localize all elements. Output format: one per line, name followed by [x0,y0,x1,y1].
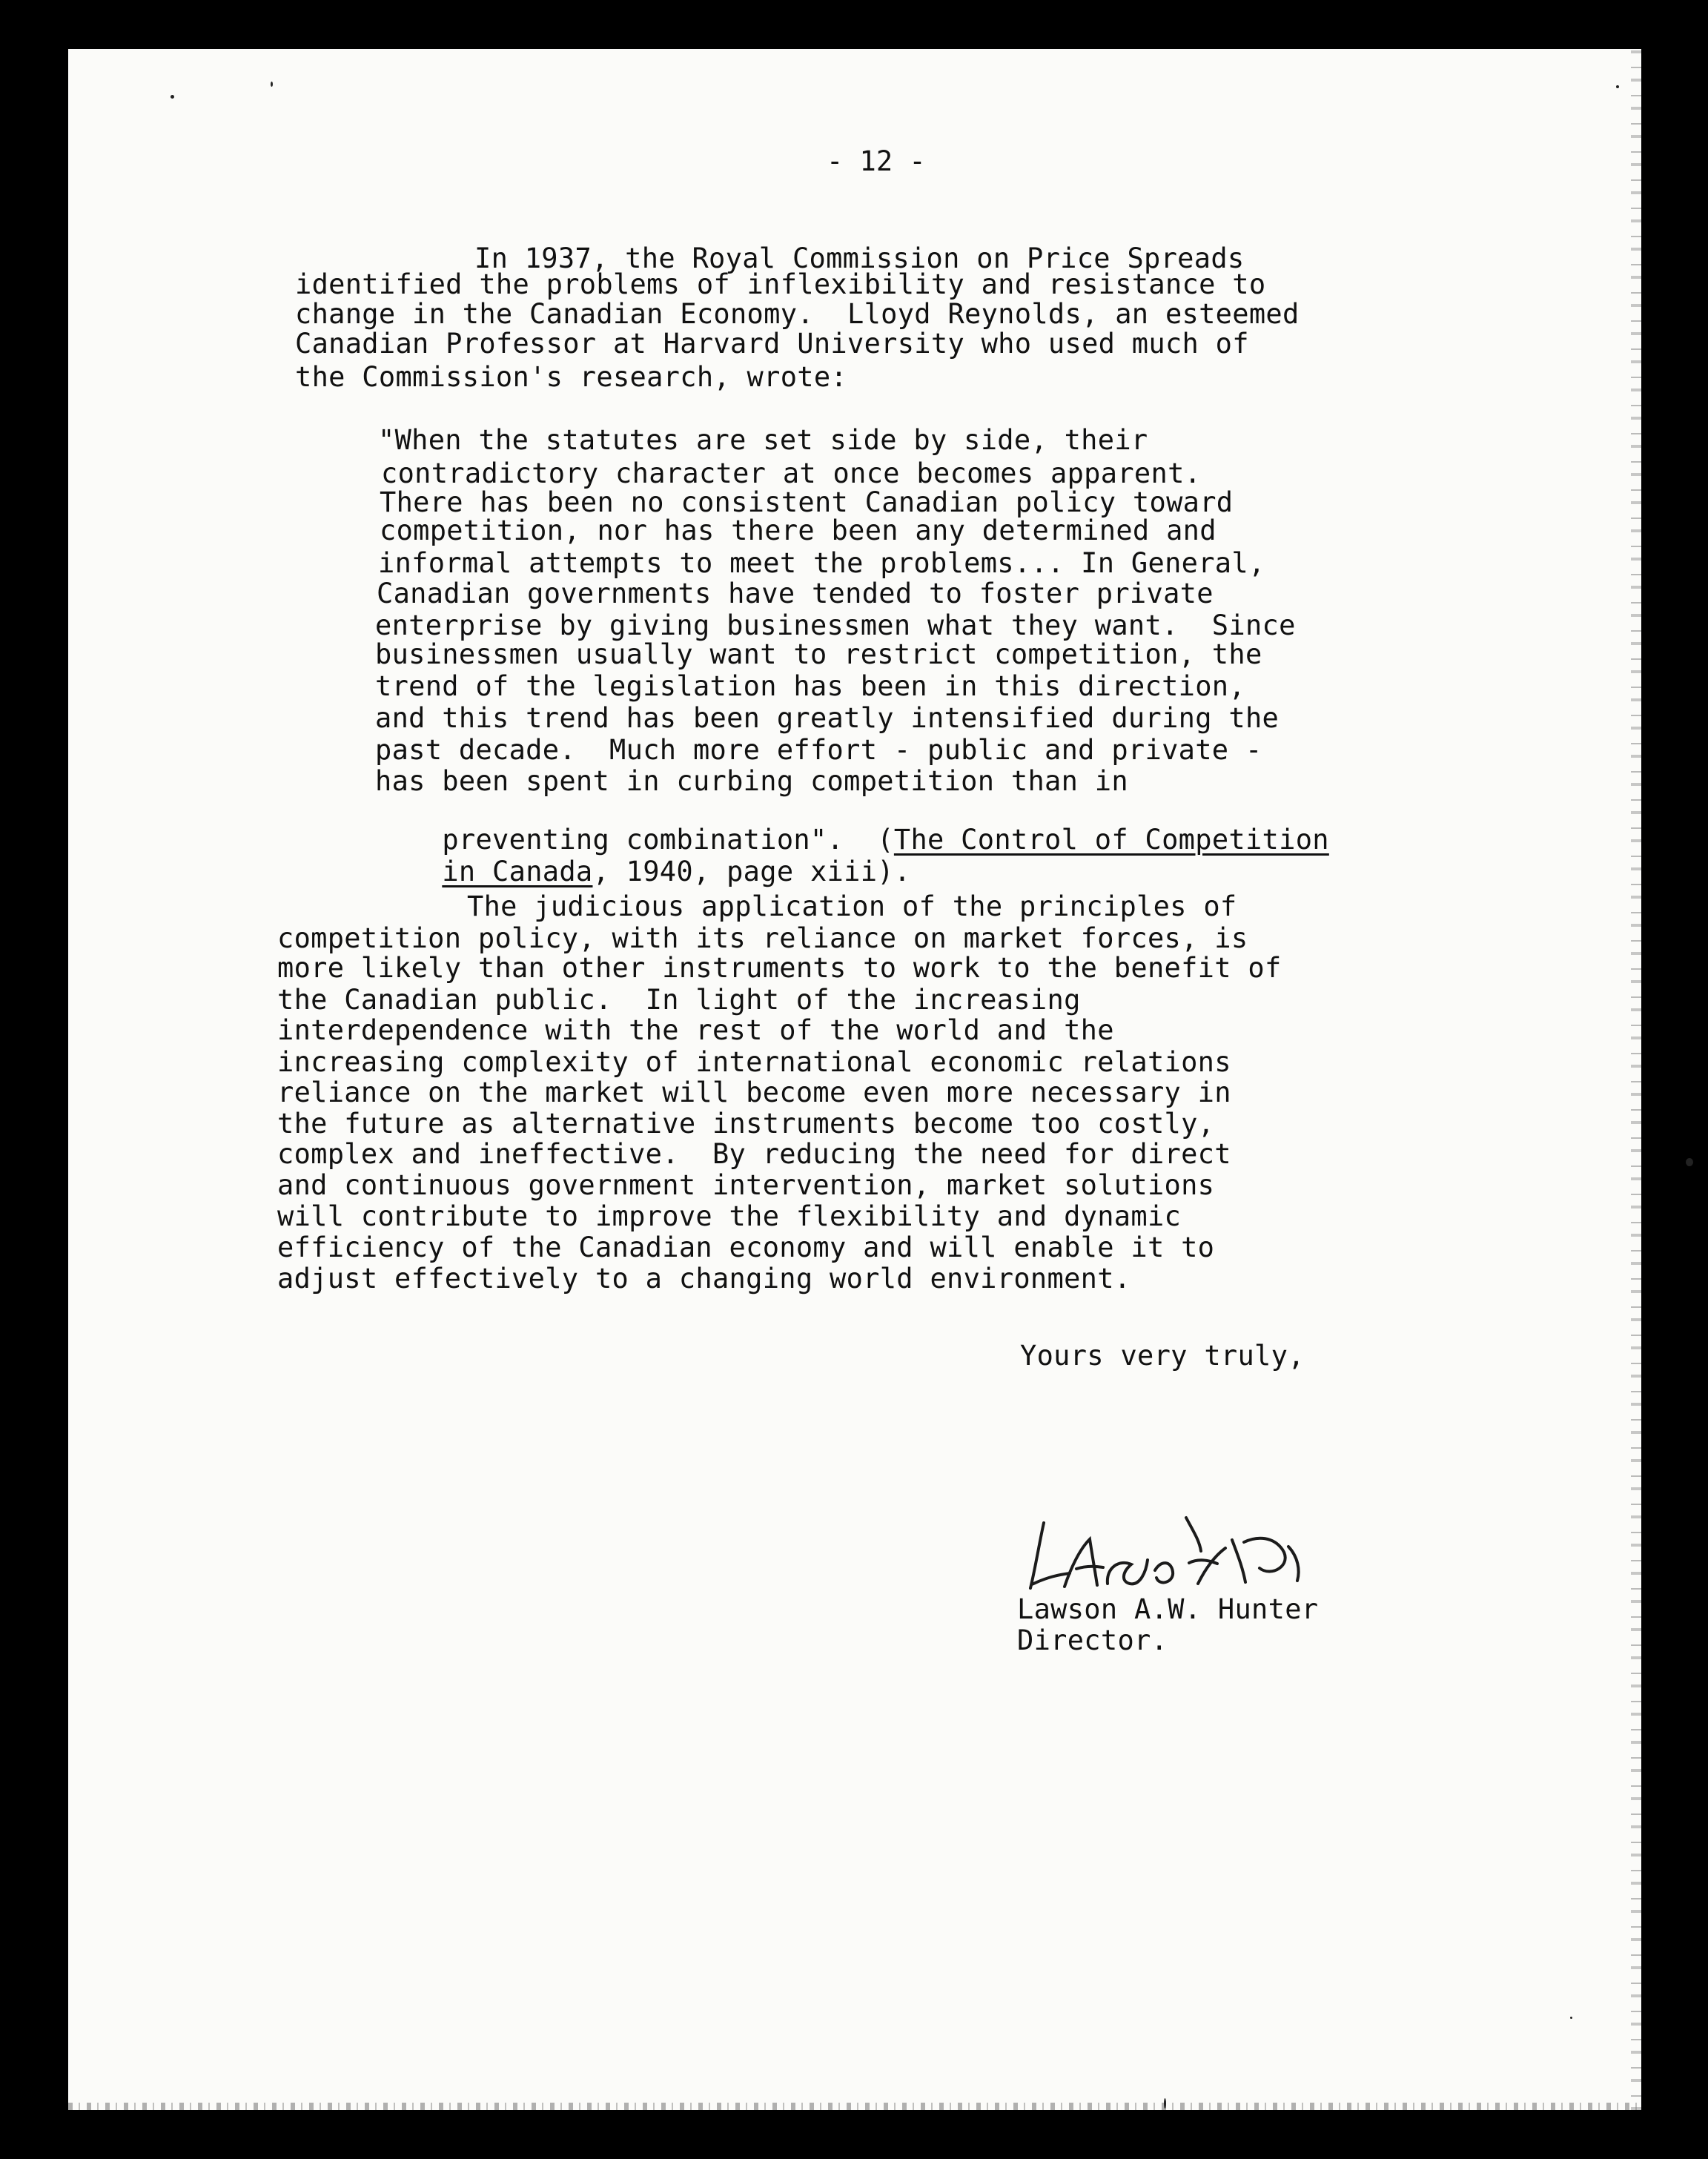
scan-speck [271,82,273,87]
quotation-line: Canadian governments have tended to foster private [377,578,1214,609]
paragraph-1-line: identified the problems of inflexibility and resistance to [295,268,1266,300]
quotation-line: preventing combination". ( [442,824,894,856]
scan-speck [1616,85,1619,88]
signer-title: Director. [1017,1624,1168,1656]
paragraph-2-line: complex and ineffective. By reducing the need for direct [277,1138,1231,1170]
scan-speck [171,95,174,99]
scan-speck [1570,2017,1572,2019]
citation-title-part-1: The Control of Competition [893,824,1329,856]
quotation-line: and this trend has been greatly intensified during the [375,702,1280,734]
quotation-line: competition, nor has there been any determined and [380,515,1217,546]
scan-speck [1686,1158,1693,1166]
quotation-line: has been spent in curbing competition than in [375,765,1128,797]
scan-bottom-noise [68,2103,1641,2110]
quotation-line: informal attempts to meet the problems... In General, [378,547,1265,579]
page-number: - 12 - [827,145,926,177]
quotation-line: There has been no consistent Canadian policy toward [380,486,1234,518]
quotation-line: trend of the legislation has been in this direction, [375,670,1245,702]
paragraph-2-line: increasing complexity of international economic relations [277,1046,1231,1078]
paragraph-2-line: The judicious application of the principles of [467,890,1237,922]
paragraph-2-line: efficiency of the Canadian economy and will enable it to [277,1231,1215,1263]
paragraph-2-line: the future as alternative instruments become too costly, [277,1108,1215,1140]
quotation-line: contradictory character at once becomes apparent. [381,457,1202,489]
paragraph-1-line: In 1937, the Royal Commission on Price Spreads [474,242,1245,274]
paragraph-1-line: change in the Canadian Economy. Lloyd Reynolds, an esteemed [295,298,1300,330]
quotation-line: past decade. Much more effort - public and private - [375,734,1262,766]
signature-image [1014,1507,1308,1598]
quotation-line: enterprise by giving businessmen what they want. Since [375,609,1296,641]
paragraph-2-line: interdependence with the rest of the world and the [277,1014,1114,1046]
paragraph-2-line: reliance on the market will become even more necessary in [277,1077,1231,1108]
paragraph-2-line: and continuous government intervention, market solutions [277,1169,1215,1201]
paragraph-2-line: will contribute to improve the flexibility and dynamic [277,1200,1182,1232]
paragraph-2-line: the Canadian public. In light of the increasing [277,984,1081,1016]
citation-suffix: , 1940, page xiii). [592,856,911,887]
paragraph-1-line: Canadian Professor at Harvard University who used much of [295,328,1249,360]
signer-name: Lawson A.W. Hunter [1017,1593,1319,1625]
scan-speck [1164,2098,1166,2109]
paragraph-2-line: adjust effectively to a changing world environment. [277,1263,1131,1295]
quotation-line: "When the statutes are set side by side, their [378,424,1148,456]
quotation-line: businessmen usually want to restrict competition, the [375,638,1262,670]
citation-title-part-2: in Canada [442,856,593,887]
closing-salutation: Yours very truly, [1020,1340,1305,1372]
paragraph-2-line: competition policy, with its reliance on market forces, is [277,922,1248,954]
paragraph-2-line: more likely than other instruments to work to the benefit of [277,952,1282,984]
scan-edge-noise [1631,49,1641,2110]
paragraph-1-line: the Commission's research, wrote: [295,361,848,393]
